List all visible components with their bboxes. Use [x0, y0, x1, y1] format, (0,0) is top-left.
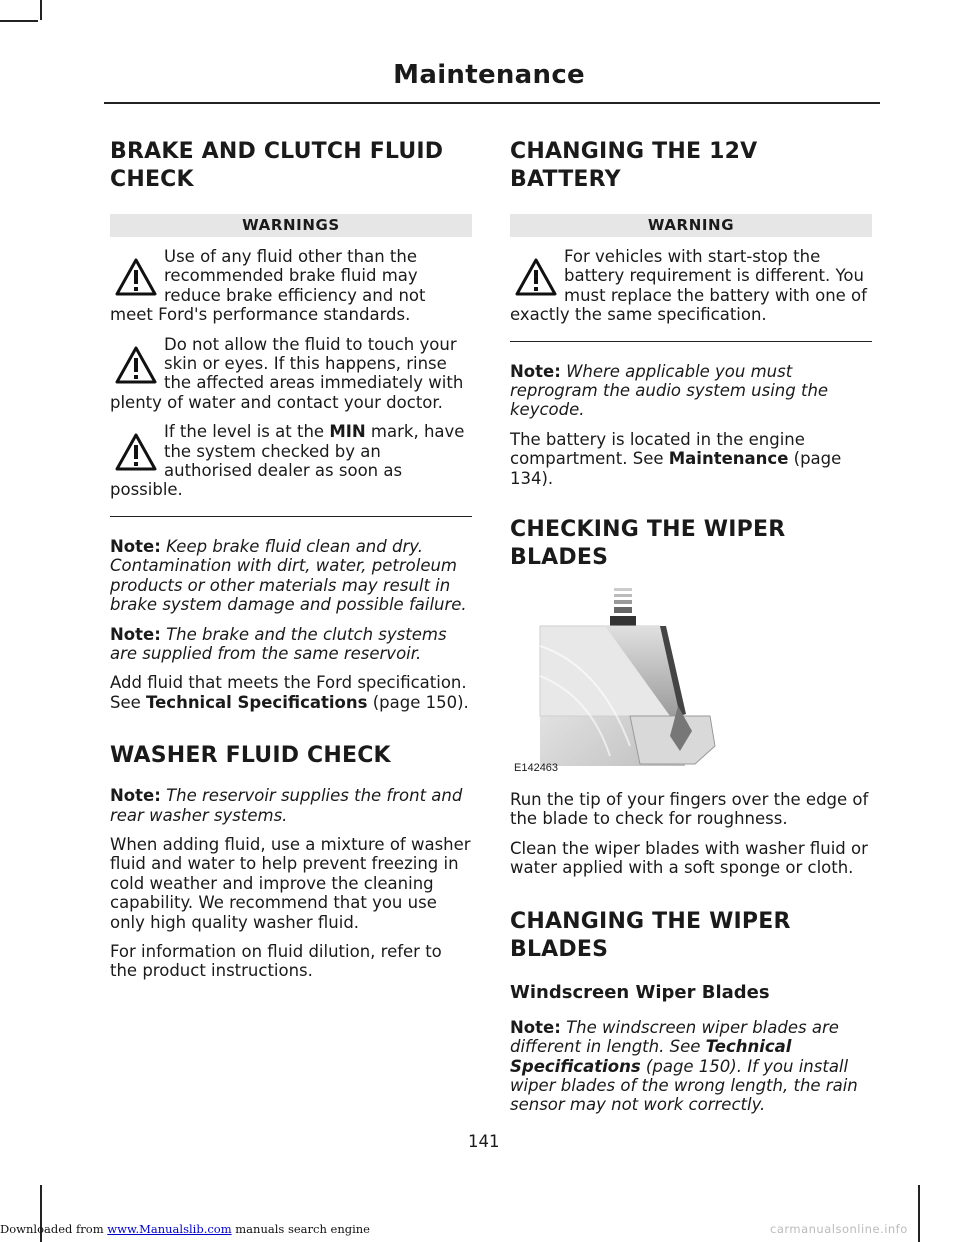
note-label: Note:: [510, 361, 561, 381]
crop-mark: [40, 0, 42, 20]
right-column: [510, 138, 872, 1115]
note-text: Where applicable you must reprogram the audio system using the keycode.: [510, 361, 829, 420]
section-heading-washer: WASHER FLUID CHECK: [110, 743, 391, 769]
warning-bar: WARNING: [510, 214, 872, 237]
note-paragraph: [110, 625, 472, 664]
warning-item: [510, 247, 872, 325]
wiper-blade-figure: [510, 586, 872, 776]
warning-triangle-icon: [114, 428, 158, 476]
section-heading-checking-wiper: CHECKING THE WIPER BLADES: [510, 517, 786, 571]
body-paragraph: For information on fluid dilution, refer to the product instructions.: [110, 941, 442, 981]
note-label: Note:: [110, 624, 161, 644]
body-paragraph: [510, 430, 872, 488]
figure-label: E142463: [514, 762, 559, 775]
note-paragraph: [510, 1018, 872, 1115]
note-text: Keep brake fluid clean and dry. Contamination with dirt, water, petroleum products or other materials may result in brake system damage and possible failure.: [110, 536, 467, 615]
crop-mark: [0, 20, 38, 22]
warning-text: Do not allow the fluid to touch your skin or eyes. If this happens, rinse the affected areas immediately with plenty of water and contact your doctor.: [110, 334, 464, 412]
warning-emphasis: MIN: [329, 422, 366, 442]
watermark: carmanualsonline.info: [770, 1222, 908, 1236]
warning-triangle-icon: [114, 253, 158, 301]
cross-reference-link[interactable]: Technical Specifications: [146, 692, 368, 712]
crop-mark: [918, 1185, 920, 1242]
footer-suffix: manuals search engine: [231, 1222, 370, 1236]
body-paragraph: [110, 673, 472, 712]
warnings-bar: WARNINGS: [110, 214, 472, 237]
note-paragraph: [110, 786, 472, 825]
page-number: 141: [468, 1132, 500, 1151]
warning-text: Use of any fluid other than the recommended brake fluid may reduce brake efficiency and not meet Ford's performance standards.: [110, 247, 426, 325]
note-paragraph: [510, 362, 872, 420]
section-heading-battery: CHANGING THE 12V BATTERY: [510, 139, 758, 192]
subsection-heading: Windscreen Wiper Blades: [510, 981, 770, 1003]
footer-prefix: Downloaded from: [0, 1222, 108, 1236]
warning-triangle-icon: [514, 253, 558, 301]
cross-reference-link[interactable]: Maintenance: [668, 449, 789, 469]
left-column: [110, 138, 472, 981]
download-footer: [0, 1222, 370, 1236]
body-text: The battery is located in the engine compartment. See: [510, 429, 805, 469]
warning-item: [110, 247, 472, 325]
header-rule: [104, 102, 880, 104]
footer-link[interactable]: www.Manualslib.com: [107, 1222, 232, 1236]
warning-triangle-icon: [114, 341, 158, 389]
note-paragraph: [110, 537, 472, 615]
warning-text: mark, have the system checked by an authorised dealer as soon as possible.: [110, 422, 465, 500]
note-text: The windscreen wiper blades are different in length. See: [510, 1017, 839, 1057]
body-paragraph: Run the tip of your fingers over the edge of the blade to check for roughness.: [510, 790, 869, 829]
note-label: Note:: [110, 536, 161, 556]
wiper-blade-illustration: [510, 586, 872, 776]
note-text: (page 150). If you install wiper blades of the wrong length, the rain sensor may not work correctly.: [510, 1056, 858, 1115]
cross-reference-link[interactable]: Technical Specifications: [510, 1037, 792, 1076]
section-heading-changing-wiper: CHANGING THE WIPER BLADES: [510, 908, 791, 962]
body-paragraph: Clean the wiper blades with washer fluid or water applied with a soft sponge or cloth.: [510, 838, 868, 878]
warning-text: If the level is at the: [164, 422, 330, 442]
note-label: Note:: [510, 1017, 561, 1037]
note-text: The brake and the clutch systems are supplied from the same reservoir.: [110, 624, 447, 663]
warning-item: [110, 422, 472, 500]
body-text: (page 134).: [510, 449, 842, 488]
body-text: Add fluid that meets the Ford specification. See: [110, 673, 467, 712]
warning-rule: [110, 516, 472, 517]
note-label: Note:: [110, 786, 161, 806]
section-heading-brake: BRAKE AND CLUTCH FLUID CHECK: [110, 139, 444, 192]
warning-item: [110, 335, 472, 413]
body-text: (page 150).: [367, 692, 469, 712]
page-header-title: Maintenance: [393, 60, 585, 90]
body-paragraph: When adding fluid, use a mixture of washer fluid and water to help prevent freezing in cold weather and improve the cleaning capability. We recommend that you use only high quality washer fluid.: [110, 834, 471, 932]
note-text: The reservoir supplies the front and rear washer systems.: [110, 786, 463, 825]
warning-text: For vehicles with start-stop the battery requirement is different. You must replace the battery with one of exactly the same specification.: [510, 247, 867, 325]
warning-rule: [510, 341, 872, 342]
